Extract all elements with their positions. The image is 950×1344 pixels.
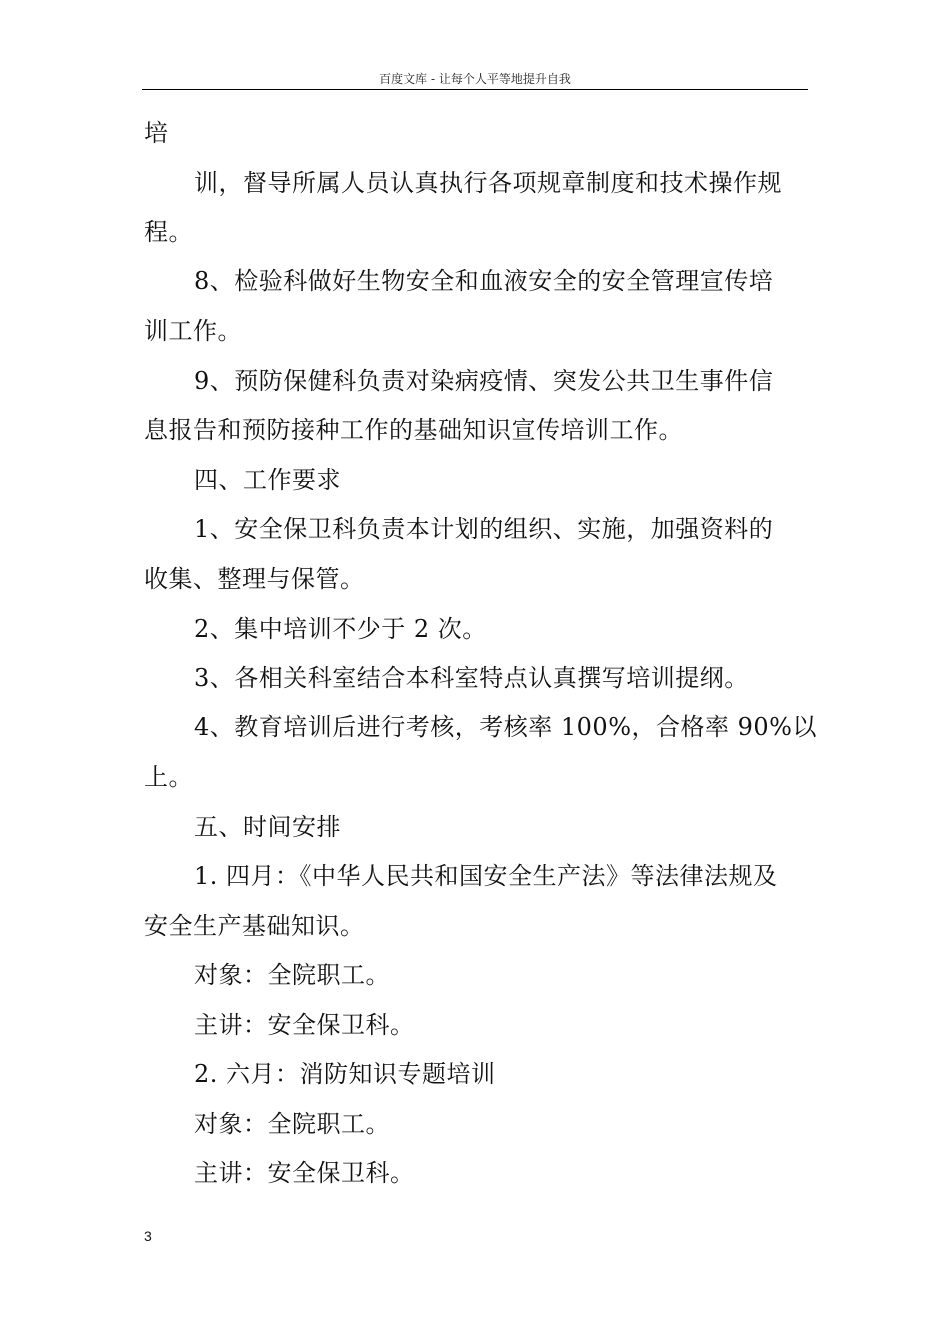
text-line: 上。 bbox=[144, 763, 193, 791]
text-line: 2、集中培训不少于 2 次。 bbox=[194, 615, 487, 643]
text-line: 主讲：安全保卫科。 bbox=[194, 1159, 415, 1187]
page-header: 百度文库 - 让每个人平等地提升自我 bbox=[142, 72, 808, 90]
page-number: 3 bbox=[144, 1228, 152, 1244]
section-heading: 四、工作要求 bbox=[194, 466, 341, 494]
text-line: 培 bbox=[144, 119, 169, 147]
text-line: 息报告和预防接种工作的基础知识宣传培训工作。 bbox=[144, 416, 683, 444]
text-line: 8、检验科做好生物安全和血液安全的安全管理宣传培 bbox=[194, 267, 774, 295]
text-line: 训工作。 bbox=[144, 317, 242, 345]
text-line: 训，督导所属人员认真执行各项规章制度和技术操作规 bbox=[194, 169, 782, 197]
text-line: 3、各相关科室结合本科室特点认真撰写培训提纲。 bbox=[194, 664, 749, 692]
text-line: 安全生产基础知识。 bbox=[144, 912, 365, 940]
text-line: 9、预防保健科负责对染病疫情、突发公共卫生事件信 bbox=[194, 367, 774, 395]
section-heading: 五、时间安排 bbox=[194, 813, 341, 841]
text-line: 程。 bbox=[144, 218, 193, 246]
text-line: 1、安全保卫科负责本计划的组织、实施，加强资料的 bbox=[194, 515, 774, 543]
text-line: 对象：全院职工。 bbox=[194, 961, 390, 989]
text-line: 4、教育培训后进行考核，考核率 100%，合格率 90%以 bbox=[194, 713, 817, 741]
text-line: 主讲：安全保卫科。 bbox=[194, 1011, 415, 1039]
text-line: 收集、整理与保管。 bbox=[144, 565, 365, 593]
text-line: 1. 四月：《中华人民共和国安全生产法》等法律法规及 bbox=[194, 862, 778, 890]
text-line: 2. 六月：消防知识专题培训 bbox=[194, 1060, 496, 1088]
text-line: 对象：全院职工。 bbox=[194, 1110, 390, 1138]
